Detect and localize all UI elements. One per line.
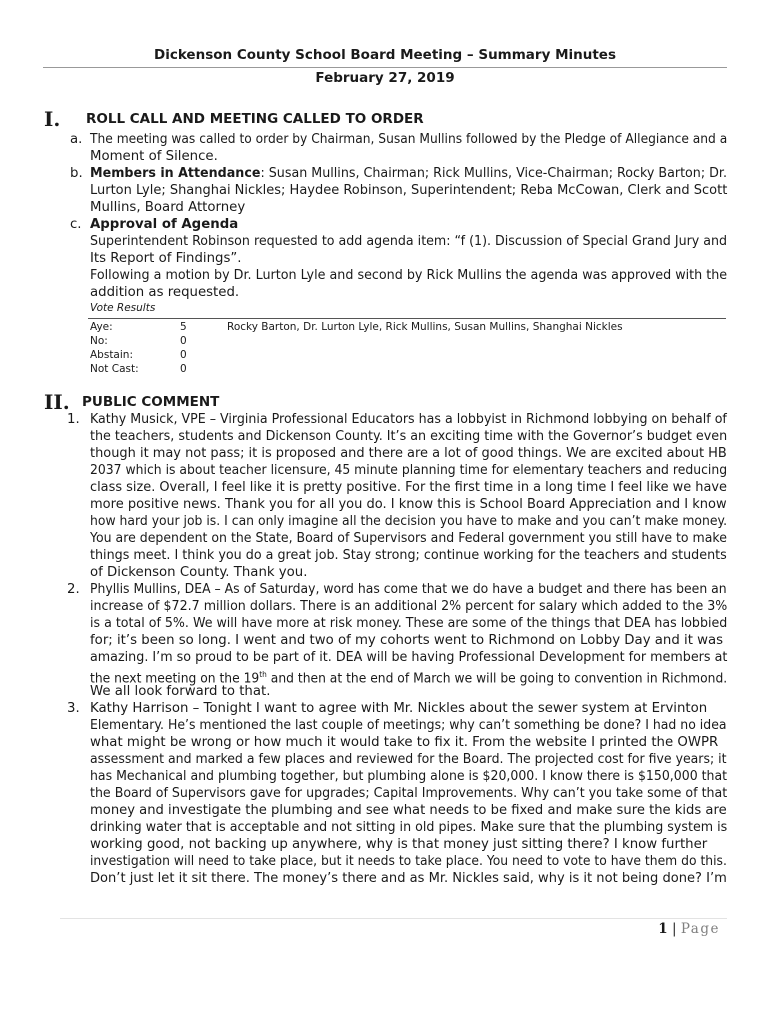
comment-line: the Board of Supervisors gave for upgrades; Capital Improvements. Why can’t you take some of that — [90, 786, 728, 801]
comment-line: investigation will need to take place, but it needs to take place. You need to vote to have them do this. — [90, 854, 727, 869]
comment-line: Elementary. He’s mentioned the last couple of meetings; why can’t something be done? I had no idea — [90, 718, 727, 733]
item-b-line: Lurton Lyle; Shanghai Nickles; Haydee Robinson, Superintendent; Reba McCowan, Clerk and Scott — [90, 183, 728, 198]
page-footer — [560, 921, 720, 937]
vote-names: Rocky Barton, Dr. Lurton Lyle, Rick Mullins, Susan Mullins, Shanghai Nickles — [227, 321, 623, 333]
comment-line: class size. Overall, I feel like it is pretty positive. For the first time in a long time I feel like we have — [90, 480, 727, 495]
vote-count: 0 — [180, 335, 187, 347]
item-b-line: Mullins, Board Attorney — [90, 200, 246, 215]
item-a-line: The meeting was called to order by Chairman, Susan Mullins followed by the Pledge of Allegiance and a — [90, 132, 728, 147]
item-a-marker: a. — [70, 132, 83, 147]
item-c-line: Superintendent Robinson requested to add agenda item: “f (1). Discussion of Special Grand Jury and — [90, 234, 728, 249]
vote-count: 0 — [180, 349, 187, 361]
ordinal-suffix: th — [259, 670, 267, 679]
comment-line: You are dependent on the State, Board of Supervisors and Federal government you still have to make — [90, 531, 727, 546]
comment-line: has Mechanical and plumbing together, but plumbing alone is $20,000. I know there is $150,000 that — [90, 769, 728, 784]
comment-line: Don’t just let it sit there. The money’s there and as Mr. Nickles said, why is it not being done? I’m — [90, 871, 727, 886]
page-label: Page — [680, 921, 720, 937]
comment-line: things meet. I think you do a great job. Stay strong; continue working for the teachers and students — [90, 548, 727, 563]
comment-1-marker: 1. — [67, 412, 80, 427]
comment-line: assessment and marked a few places and reviewed for the Board. The projected cost for five years; it — [90, 752, 727, 767]
section-1-title: ROLL CALL AND MEETING CALLED TO ORDER — [86, 111, 424, 127]
item-c-line: addition as requested. — [90, 285, 240, 300]
item-c-line: Its Report of Findings”. — [90, 251, 242, 266]
comment-text: the next meeting on the 19 — [90, 671, 260, 687]
comment-line: money and investigate the plumbing and see what needs to be fixed and make sure the kids are — [90, 803, 727, 818]
item-b-line — [90, 165, 727, 182]
comment-line: for; it’s been so long. I went and two of my cohorts went to Richmond on Lobby Day and it was — [90, 633, 724, 648]
members-list: : Susan Mullins, Chairman; Rick Mullins, Vice-Chairman; Rocky Barton; Dr. — [260, 166, 727, 181]
comment-line: of Dickenson County. Thank you. — [90, 565, 308, 580]
comment-line: working good, not backing up anywhere, why is that money just sitting there? I know further — [90, 837, 708, 852]
comment-line: is a total of 5%. We will have more at risk money. These are some of the things that DEA has lobbied — [90, 616, 728, 631]
vote-results-title: Vote Results — [90, 302, 156, 314]
section-2-number: II. — [44, 390, 70, 414]
item-a-line: Moment of Silence. — [90, 149, 218, 164]
vote-label: No: — [90, 335, 108, 347]
vote-count: 0 — [180, 363, 187, 375]
footer-divider — [60, 918, 727, 919]
comment-line: Kathy Harrison – Tonight I want to agree with Mr. Nickles about the sewer system at Ervinton — [90, 701, 708, 716]
item-c-line: Following a motion by Dr. Lurton Lyle and second by Rick Mullins the agenda was approved with the — [90, 268, 728, 283]
vote-label: Abstain: — [90, 349, 133, 361]
comment-text: and then at the end of March we will be going to convention in Richmond. — [266, 671, 728, 687]
comment-line: the teachers, students and Dickenson County. It’s an exciting time with the Governor’s budget even — [90, 429, 728, 444]
comment-line: amazing. I’m so proud to be part of it. DEA will be having Professional Development for members at — [90, 650, 728, 665]
comment-2-marker: 2. — [67, 582, 80, 597]
vote-label: Not Cast: — [90, 363, 139, 375]
item-b-marker: b. — [70, 166, 83, 181]
document-title: Dickenson County School Board Meeting – Summary Minutes — [153, 47, 617, 63]
comment-line: how hard your job is. I can only imagine all the decision you have to make and you can’t make money. — [90, 514, 728, 529]
comment-line: what might be wrong or how much it would take to fix it. From the website I printed the OWPR — [90, 735, 719, 750]
agenda-heading: Approval of Agenda — [90, 217, 239, 232]
comment-line: drinking water that is acceptable and not sitting in old pipes. Make sure that the plumbing system is — [90, 820, 728, 835]
comment-line: though it may not pass; it is proposed and there are a lot of good things. We are excited about HB — [90, 446, 727, 461]
section-2-title: PUBLIC COMMENT — [82, 394, 220, 410]
comment-3-marker: 3. — [67, 701, 80, 716]
section-1-number: I. — [44, 107, 61, 131]
page-number: 1 — [658, 921, 668, 937]
item-c-marker: c. — [70, 217, 82, 232]
vote-label: Aye: — [90, 321, 113, 333]
members-heading: Members in Attendance — [90, 166, 261, 181]
comment-line: Kathy Musick, VPE – Virginia Professional Educators has a lobbyist in Richmond lobbying on behalf of — [90, 412, 727, 427]
footer-separator: | — [671, 921, 677, 937]
vote-results-divider — [88, 318, 726, 319]
comment-line: increase of $72.7 million dollars. There is an additional 2% percent for salary which added to the 3% — [90, 599, 728, 614]
meeting-date: February 27, 2019 — [315, 70, 455, 86]
comment-line: 2037 which is about teacher licensure, 45 minute planning time for elementary teachers and reducing — [90, 463, 728, 478]
vote-count: 5 — [180, 321, 187, 333]
header-divider — [43, 67, 727, 68]
comment-line: Phyllis Mullins, DEA – As of Saturday, word has come that we do have a budget and there has been an — [90, 582, 727, 597]
comment-line: We all look forward to that. — [90, 684, 271, 699]
comment-line: more positive news. Thank you for all you do. I know this is School Board Appreciation and I know — [90, 497, 727, 512]
